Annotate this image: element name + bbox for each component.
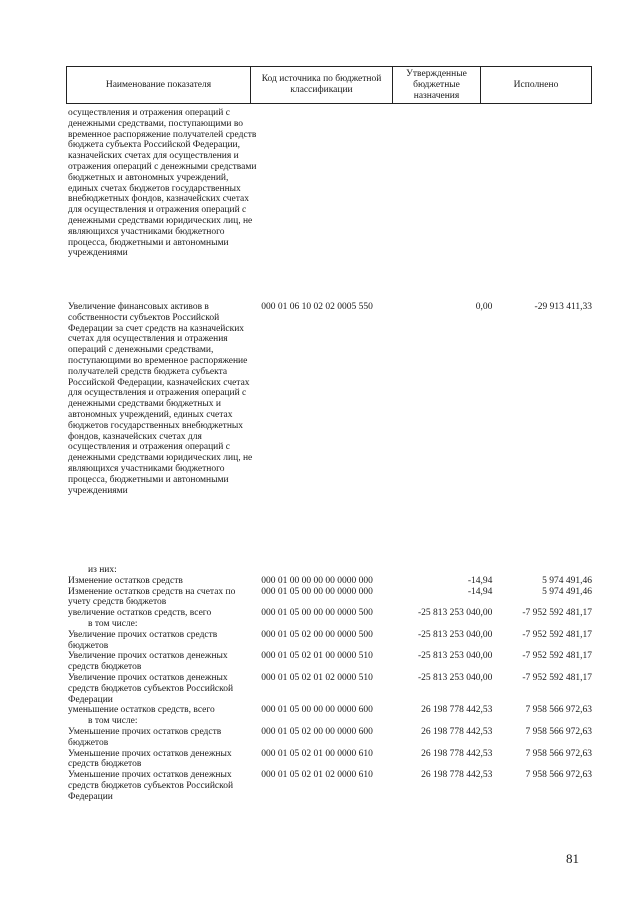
row-name: осуществления и отражения операций с денежными средствами, поступающими во временное распоряжение получателей средств бюджета субъекта Российской Федерации, казначейских счетах для осуществления и отражения операций с денежными средствами бюджетных и автономных учреждений, единых счетах бюджетов государственных внебюджетных фондов, казначейских счетах для осуществления и отражения операций с денежными средствами юридических лиц, не являющихся участниками бюджетного процесса, бюджетными и автономными учреждениями: [68, 108, 257, 259]
row-approved: -25 813 253 040,00: [417, 651, 493, 662]
table-body: [66, 108, 592, 803]
row-approved: [408, 716, 496, 727]
table-row: [66, 727, 592, 749]
row-executed: -7 952 592 481,17: [522, 672, 592, 683]
table-row: [66, 630, 592, 652]
row-code: 000 01 05 00 00 00 0000 500: [261, 608, 373, 619]
header-approved: Утвержденные бюджетные назначения: [393, 67, 481, 103]
table-row: [66, 770, 592, 802]
row-name: Увеличение прочих остатков денежных средств бюджетов: [68, 651, 228, 673]
row-executed: 7 958 566 972,63: [525, 726, 592, 737]
row-code: [270, 565, 408, 576]
row-name: Уменьшение прочих остатков средств бюджетов: [68, 726, 222, 748]
row-executed: -7 952 592 481,17: [522, 608, 592, 619]
row-name: Уменьшение прочих остатков денежных средств бюджетов: [68, 748, 232, 770]
table-row: [66, 619, 592, 630]
table-row: [66, 608, 592, 619]
table-header: [66, 66, 592, 104]
row-executed: 7 958 566 972,63: [525, 748, 592, 759]
row-name: Изменение остатков средств: [68, 575, 183, 586]
table-row: [66, 576, 592, 587]
row-approved: 26 198 778 442,53: [421, 770, 493, 781]
row-name: Увеличение прочих остатков денежных средств бюджетов субъектов Российской Федерации: [68, 672, 234, 705]
row-code: [257, 108, 400, 302]
header-name: Наименование показателя: [67, 67, 251, 103]
table-row: [66, 705, 592, 716]
row-code: 000 01 05 02 01 00 0000 510: [261, 651, 373, 662]
row-executed: -7 952 592 481,17: [522, 629, 592, 640]
row-approved: -14,94: [467, 586, 493, 597]
table-row: [66, 749, 592, 771]
page-number: 81: [566, 851, 579, 866]
row-code: 000 01 05 00 00 00 0000 600: [261, 705, 373, 716]
table-row: [66, 587, 592, 609]
row-executed: -29 913 411,33: [534, 302, 592, 312]
row-executed: [496, 716, 592, 727]
row-approved: [408, 619, 496, 630]
row-code: 000 01 05 02 00 00 0000 500: [261, 629, 373, 640]
row-approved: [401, 108, 493, 302]
row-executed: -7 952 592 481,17: [522, 651, 592, 662]
row-name: увеличение остатков средств, всего: [68, 608, 212, 619]
row-name: Изменение остатков средств на счетах по учету средств бюджетов: [68, 586, 236, 608]
row-code: 000 01 06 10 02 02 0005 550: [261, 302, 373, 312]
row-executed: [492, 108, 592, 302]
table-row: [66, 565, 592, 576]
row-approved: -14,94: [467, 575, 493, 586]
row-name: Увеличение финансовых активов в собственности субъектов Российской Федерации за счет средств на казначейских счетах для осуществления и отражения операций с денежными средствами, поступающими во временное распоряжение получателей средств бюджета субъекта Российской Федерации, казначейских счетах для осуществления и отражения операций с денежными средствами бюджетных и автономных учреждений, единых счетах бюджетов государственных внебюджетных фондов, казначейских счетах для осуществления и отражения операций с денежными средствами юридических лиц, не являющихся участниками бюджетного процесса, бюджетными и автономными учреждениями: [68, 302, 253, 496]
row-code: 000 01 05 02 01 02 0000 610: [261, 770, 373, 781]
row-code: [270, 619, 408, 630]
row-approved: 26 198 778 442,53: [421, 748, 493, 759]
row-name: уменьшение остатков средств, всего: [68, 705, 215, 716]
row-executed: 7 958 566 972,63: [525, 770, 592, 781]
table-row: [66, 108, 592, 302]
row-name: Уменьшение прочих остатков денежных средств бюджетов субъектов Российской Федерации: [68, 770, 234, 802]
header-executed: Исполнено: [513, 79, 559, 90]
row-approved: 0,00: [475, 302, 493, 312]
row-approved: [408, 565, 496, 576]
row-name: в том числе:: [88, 716, 138, 727]
row-name: Увеличение прочих остатков средств бюджетов: [68, 629, 218, 651]
table-row: [66, 651, 592, 673]
row-code: [270, 716, 408, 727]
table-row: [66, 302, 592, 565]
row-code: 000 01 00 00 00 00 0000 000: [261, 575, 373, 586]
row-approved: 26 198 778 442,53: [421, 726, 493, 737]
row-approved: -25 813 253 040,00: [417, 629, 493, 640]
row-code: 000 01 05 02 01 00 0000 610: [261, 748, 373, 759]
table-row: [66, 716, 592, 727]
row-code: 000 01 05 02 00 00 0000 600: [261, 726, 373, 737]
row-approved: -25 813 253 040,00: [417, 672, 493, 683]
row-executed: [496, 619, 592, 630]
row-approved: 26 198 778 442,53: [421, 705, 493, 716]
row-code: 000 01 05 02 01 02 0000 510: [261, 672, 373, 683]
row-name: из них:: [88, 565, 117, 575]
row-executed: [496, 565, 592, 576]
header-code: Код источника по бюджетной классификации: [251, 67, 393, 103]
row-executed: 5 974 491,46: [542, 586, 592, 597]
row-approved: -25 813 253 040,00: [417, 608, 493, 619]
row-name: в том числе:: [88, 618, 138, 629]
table-row: [66, 673, 592, 705]
row-code: 000 01 05 00 00 00 0000 000: [261, 586, 373, 597]
row-executed: 7 958 566 972,63: [525, 705, 592, 716]
row-executed: 5 974 491,46: [542, 575, 592, 586]
